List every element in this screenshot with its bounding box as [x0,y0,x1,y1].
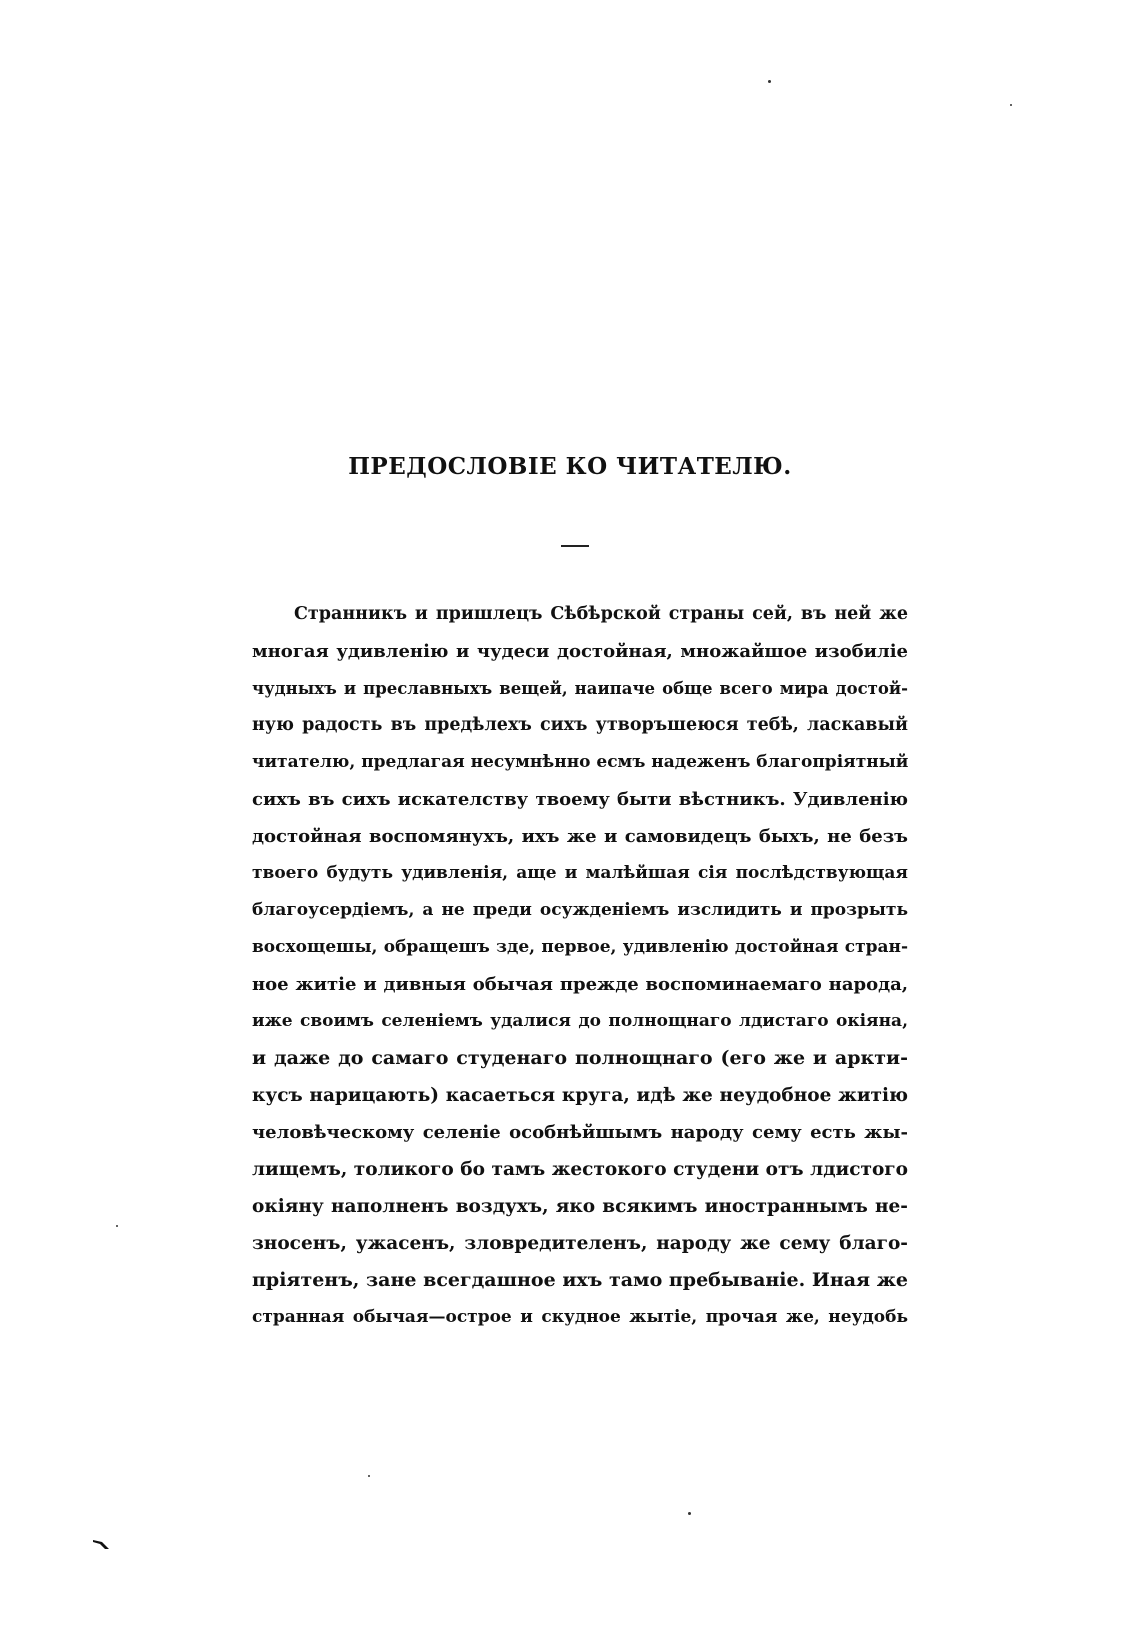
text-line: чудныхъ и преславныхъ вещей, наипаче обще всего мира достой- [252,679,908,698]
text-line: кусъ нарицають) касаеться круга, идѣ же неудобное житію [252,1085,908,1106]
text-line: ное житіе и дивныя обычая прежде воспоминаемаго народа, [252,974,908,995]
text-line: иже своимъ селеніемъ удалися до полнощнаго лдистаго окіяна, [252,1011,908,1031]
text-line: лищемъ, толикого бо тамъ жестокого студени отъ лдистого [252,1159,908,1180]
text-line: и даже до самаго студенаго полнощнаго (его же и аркти- [252,1047,908,1069]
scan-speck [688,1512,691,1515]
scan-mark [92,1538,110,1550]
text-line: странная обычая—острое и скудное жытіе, прочая же, неудобь [252,1307,908,1327]
scan-speck [1010,104,1012,106]
text-line: восхощешы, обращешъ зде, первое, удивленію достойная стран- [252,937,908,957]
text-line: зносенъ, ужасенъ, зловредителенъ, народу же сему благо- [252,1233,908,1254]
text-line: Странникъ и пришлецъ Сѣбѣрской страны сей, въ ней же [294,604,908,624]
text-line: многая удивленію и чудеси достойная, множайшое изобиліе [252,641,908,662]
title-rule [561,545,589,547]
scan-speck [768,80,771,83]
text-line: достойная воспомянухъ, ихъ же и самовидецъ быхъ, не безъ [252,826,908,847]
body-text [252,596,908,1336]
text-line: пріятенъ, зане всегдашное ихъ тамо пребываніе. Иная же [252,1269,908,1291]
chapter-title: ПРЕДОСЛОВІЕ КО ЧИТАТЕЛЮ. [348,453,792,480]
text-line: ную радость въ предѣлехъ сихъ утворъшеюся тебѣ, ласкавый [252,715,908,735]
text-line: человѣческому селеніе особнѣйшымъ народу сему есть жы- [252,1122,908,1143]
text-line: твоего будуть удивленія, аще и малѣйшая сія послѣдствующая [252,863,908,883]
scan-speck [116,1225,118,1227]
scan-speck [368,1475,370,1477]
text-line: сихъ въ сихъ искателству твоему быти вѣстникъ. Удивленію [252,789,908,810]
text-line: благоусердіемъ, а не преди осужденіемъ изслидить и прозрыть [252,900,908,920]
text-line: окіяну наполненъ воздухъ, яко всякимъ иностраннымъ не- [252,1196,908,1217]
text-line: читателю, предлагая несумнѣнно есмъ надеженъ благопріятный [252,752,908,772]
